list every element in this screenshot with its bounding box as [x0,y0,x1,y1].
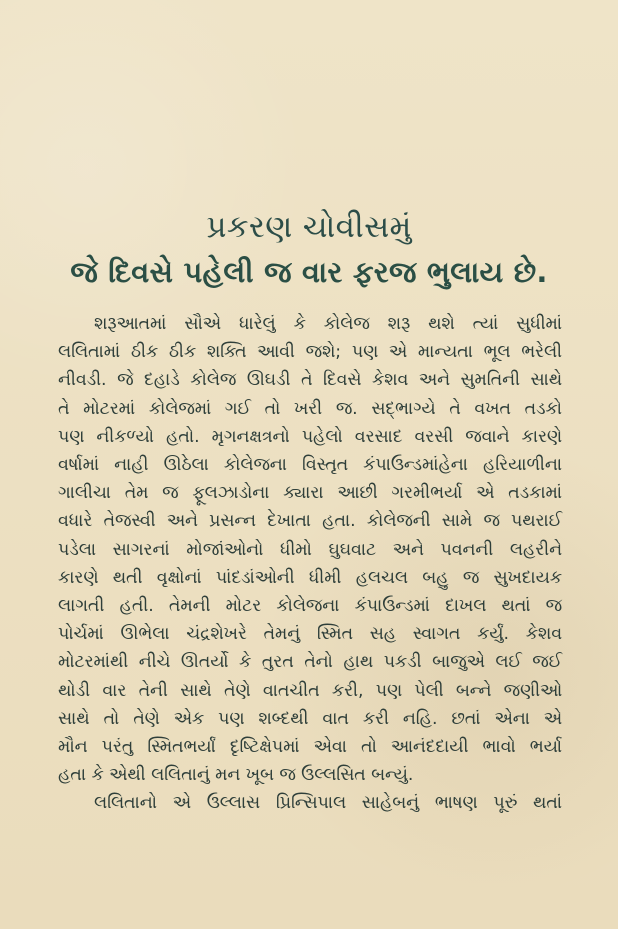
body-text [58,310,562,818]
text-line-4: તે મોટરમાં કોલેજમાં ગઈ તો ખરી જ. સદ્ભાગ્યે તે વખત તડકો [58,398,562,419]
text-line-13: મોટરમાંથી નીચે ઊતર્યો કે તુરત તેનો હાથ પકડી બાજુએ લઈ જઈ [58,652,562,673]
chapter-title: પ્રકરણ ચોવીસમું [206,209,412,245]
text-line-2: લલિતામાં ઠીક ઠીક શક્તિ આવી જશે; પણ એ માન્યતા ભૂલ ભરેલી [58,342,562,363]
text-line-5: પણ નીકળ્યો હતો. મૃગનક્ષત્રનો પહેલો વરસાદ વરસી જવાને કારણે [58,426,562,447]
text-line-1: શરૂઆતમાં સૌએ ધારેલું કે કોલેજ શરૂ થશે ત્યાં સુધીમાં [94,314,562,334]
text-line-3: નીવડી. જે દહાડે કોલેજ ઊઘડી તે દિવસે કેશવ અને સુમતિની સાથે [58,370,562,391]
text-line-15: સાથે તો તેણે એક પણ શબ્દથી વાત કરી નહિ. છતાં એના એ [58,708,562,729]
text-line-9: પડેલા સાગરનાં મોજાંઓનો ધીમો ઘુઘવાટ અને પવનની લહરીને [58,539,562,560]
text-line-14: થોડી વાર તેની સાથે તેણે વાતચીત કરી, પણ પેલી બન્ને જણીઓ [58,680,562,701]
text-line-6: વર્ષામાં નાહી ઊઠેલા કોલેજના વિસ્તૃત કંપાઉન્ડમાંહેના હરિયાળીના [58,455,562,476]
text-line-10: કારણે થતી વૃક્ષોનાં પાંદડાંઓની ધીમી હલચલ બહુ જ સુખદાયક [58,567,562,588]
text-line-17: હતા કે એથી લલિતાનું મન ખૂબ જ ઉલ્લસિત બન્યું. [58,765,414,786]
text-line-18: લલિતાનો એ ઉલ્લાસ પ્રિન્સિપાલ સાહેબનું ભાષણ પૂરું થતાં [94,793,562,814]
text-line-8: વધારે તેજસ્વી અને પ્રસન્ન દેખાતા હતા. કોલેજની સામે જ પથરાઈ [58,511,562,532]
text-line-11: લાગતી હતી. તેમની મોટર કોલેજના કંપાઉન્ડમાં દાખલ થતાં જ [58,596,562,617]
text-line-7: ગાલીચા તેમ જ ફૂલઝાડોના ક્યારા આછી ગરમીભર્યા એ તડકામાં [58,483,562,504]
chapter-subtitle: જે દિવસે પહેલી જ વાર ફરજ ભુલાય છે. [70,255,548,289]
text-line-16: મૌન પરંતુ સ્મિતભર્યાં દૃષ્ટિક્ષેપમાં એવા તો આનંદદાયી ભાવો ભર્યા [58,737,562,758]
text-line-12: પોર્ચમાં ઊભેલા ચંદ્રશેખરે તેમનું સ્મિત સહ સ્વાગત કર્યું. કેશવ [58,624,562,645]
